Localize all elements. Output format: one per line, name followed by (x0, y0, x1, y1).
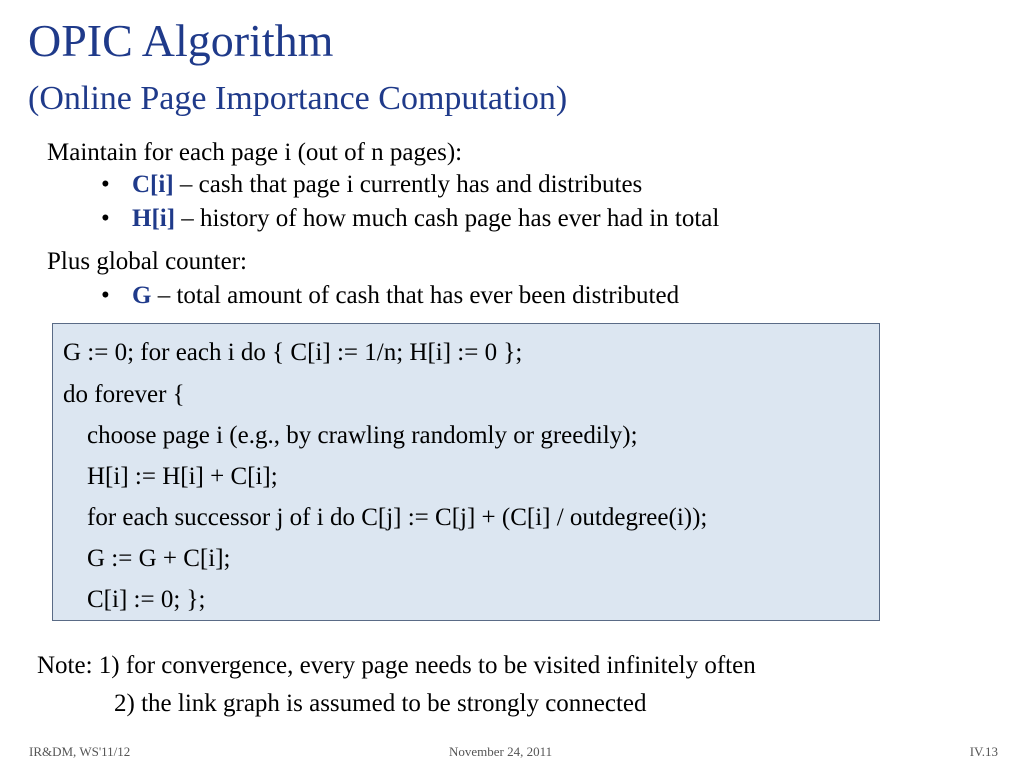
code-line: choose page i (e.g., by crawling randomly or greedily); (87, 422, 638, 449)
bullet-text: – total amount of cash that has ever been distributed (151, 282, 680, 309)
plus-text: Plus global counter: (47, 248, 247, 275)
code-line: for each successor j of i do C[j] := C[j] + (C[i] / outdegree(i)); (87, 504, 708, 531)
bullet-history (101, 204, 719, 234)
bullet-global (101, 281, 679, 311)
bullet-icon: • (101, 282, 110, 309)
code-line: H[i] := H[i] + C[i]; (87, 463, 278, 490)
note-line-1: Note: 1) for convergence, every page needs to be visited infinitely often (37, 652, 756, 679)
footer-left: IR&DM, WS'11/12 (29, 744, 131, 759)
code-line: G := 0; for each i do { C[i] := 1/n; H[i] := 0 }; (63, 339, 523, 366)
intro-text: Maintain for each page i (out of n pages): (47, 139, 463, 166)
bullet-cash (101, 170, 642, 200)
bullet-icon: • (101, 171, 110, 198)
footer-date: November 24, 2011 (449, 744, 553, 759)
bullet-text: – cash that page i currently has and distributes (173, 171, 643, 198)
bullet-icon: • (101, 205, 110, 232)
bullet-text: – history of how much cash page has ever had in total (175, 205, 720, 232)
note-line-2: 2) the link graph is assumed to be strongly connected (114, 690, 647, 717)
code-line: G := G + C[i]; (87, 545, 231, 572)
slide-title: OPIC Algorithm (28, 15, 334, 66)
slide-subtitle: (Online Page Importance Computation) (28, 80, 568, 117)
algorithm-box (52, 323, 880, 621)
footer-page-number: IV.13 (969, 744, 998, 759)
code-line: C[i] := 0; }; (87, 586, 206, 613)
bullet-term: G (132, 282, 152, 309)
bullet-term: H[i] (132, 205, 176, 232)
bullet-term: C[i] (132, 171, 174, 198)
code-line: do forever { (63, 381, 185, 408)
